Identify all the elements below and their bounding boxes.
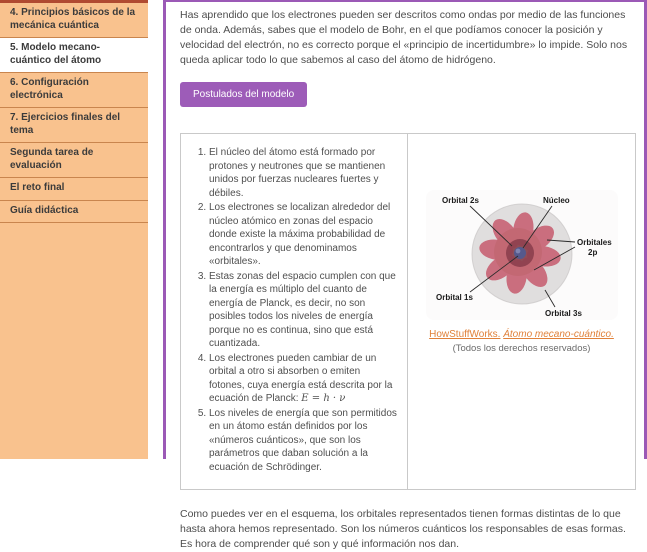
orbital-2s-label: Orbital 2s bbox=[441, 196, 479, 205]
postulate-item-1: 1. El núcleo del átomo está formado por protones y neutrones que se mantienen unidos por fuerzas nucleares fuertes y débiles. bbox=[209, 146, 397, 200]
orbital-3s-label: Orbital 3s bbox=[544, 309, 582, 318]
sidebar-item-configuracion-electronica[interactable]: 6. Configuración electrónica bbox=[0, 73, 148, 108]
postulates-list bbox=[193, 146, 397, 474]
sidebar-item-ejercicios-finales[interactable]: 7. Ejercicios finales del tema bbox=[0, 108, 148, 143]
closing-paragraph: Como puedes ver en el esquema, los orbitales representados tienen formas distintas de lo que hasta ahora hemos representado. Son los números cuánticos los responsables de esas formas. Es hora de comprender qué son y qué información nos dan. bbox=[180, 508, 626, 550]
course-sidebar bbox=[0, 0, 148, 459]
sidebar-item-modelo-mecano-cuantico[interactable]: 5. Modelo mecano-cuántico del átomo bbox=[0, 38, 148, 73]
postulates-table bbox=[180, 133, 636, 490]
sidebar-content-gutter bbox=[148, 0, 163, 459]
orbitales-2p-label-line1: Orbitales bbox=[576, 238, 612, 247]
lesson-content-panel bbox=[163, 0, 647, 550]
postulados-del-modelo-button[interactable]: Postulados del modelo bbox=[180, 82, 307, 107]
postulate-item-4 bbox=[209, 352, 397, 406]
postulate-item-2: 2. Los electrones se localizan alrededor del núcleo atómico en zonas del espacio donde existe la máxima probabilidad de encontrarlos y que denominamos «orbitales». bbox=[209, 201, 397, 269]
figure-caption bbox=[429, 328, 614, 356]
sidebar-item-segunda-tarea[interactable]: Segunda tarea de evaluación bbox=[0, 143, 148, 178]
postulate-item-4-text: Los electrones pueden cambiar de un orbital a otro si absorben o emiten fotones, cuya energía está descrita por la ecuación de Planck: bbox=[209, 352, 393, 404]
rights-notice: (Todos los derechos reservados) bbox=[452, 343, 591, 354]
planck-equation: E = h · ν bbox=[301, 393, 346, 404]
sidebar-item-guia-didactica[interactable]: Guía didáctica bbox=[0, 201, 148, 224]
figure-cell bbox=[408, 134, 635, 489]
orbital-1s-label: Orbital 1s bbox=[435, 293, 473, 302]
howstuffworks-link[interactable]: HowStuffWorks. bbox=[429, 329, 501, 340]
postulates-list-cell bbox=[181, 134, 408, 489]
nucleo-label: Núcleo bbox=[542, 196, 570, 205]
intro-paragraph: Has aprendido que los electrones pueden ser descritos como ondas por medio de las funciones de onda. Además, sabes que el modelo de Bohr, en el que podíamos conocer la posición y velocidad del electrón, no es correcto porque el «principio de incertidumbre» lo impide. Solo nos queda aplicar todo lo que sabemos al caso del átomo de hidrógeno. bbox=[180, 9, 628, 66]
postulate-item-5: 5. Los niveles de energía que son permitidos en un átomo están definidos por los «números cuánticos», que son los parámetros que daban solución a la ecuación de Schrödinger. bbox=[209, 407, 397, 475]
atomic-orbitals-image bbox=[426, 190, 618, 320]
sidebar-item-principios-basicos[interactable]: 4. Principios básicos de la mecánica cuántica bbox=[0, 3, 148, 38]
postulate-item-3: 3. Estas zonas del espacio cumplen con que la energía es múltiplo del cuanto de energía de Planck, es decir, no son posibles todos los niveles de energía porque no es continua, sino que está cuantizada. bbox=[209, 270, 397, 351]
atomo-mecano-cuantico-link[interactable]: Átomo mecano-cuántico. bbox=[503, 329, 614, 340]
sidebar-item-el-reto-final[interactable]: El reto final bbox=[0, 178, 148, 201]
orbitales-2p-label-line2: 2p bbox=[587, 248, 597, 257]
